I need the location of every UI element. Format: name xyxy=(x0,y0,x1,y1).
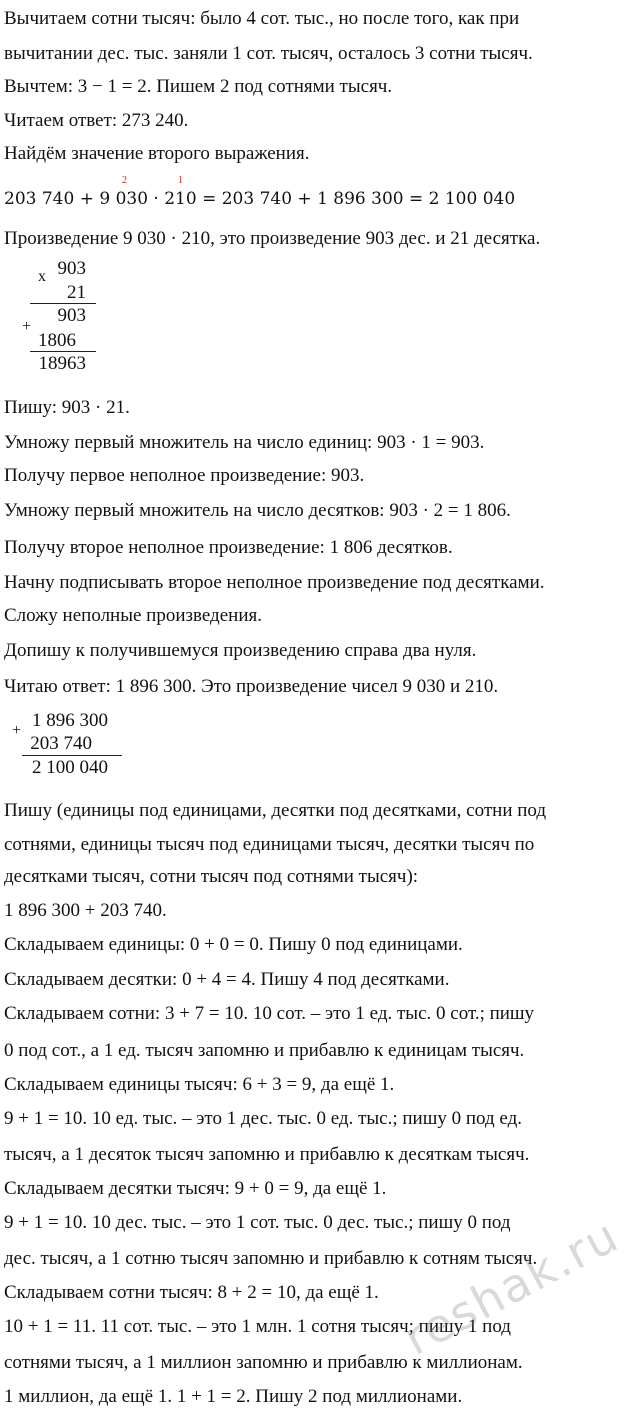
divider-line xyxy=(30,351,96,352)
text-line: Начну подписывать второе неполное произведение под десятками. xyxy=(4,572,545,593)
expression-line: 203 740 + 9 030 · 210 = 203 740 + 1 896 300 = 2 100 040 xyxy=(4,189,516,209)
multiplier: 21 xyxy=(67,282,86,303)
multiplicand: 903 xyxy=(57,258,86,279)
text-line: Получу второе неполное произведение: 1 806 десятков. xyxy=(4,537,453,558)
carry-digit: 1 xyxy=(178,175,183,186)
text-line: Читаю ответ: 1 896 300. Это произведение чисел 9 030 и 210. xyxy=(4,676,499,697)
text-line: Сложу неполные произведения. xyxy=(4,605,262,626)
plus-sign: + xyxy=(12,722,22,739)
text-line: 10 + 1 = 11. 11 сот. тыс. – это 1 млн. 1 сотня тысяч; пишу 1 под xyxy=(4,1316,511,1337)
text-line: Умножу первый множитель на число десятков: 903 · 2 = 1 806. xyxy=(4,500,511,521)
text-line: сотнями тысяч, а 1 миллион запомню и прибавлю к миллионам. xyxy=(4,1352,523,1373)
text-line: Складываем сотни тысяч: 8 + 2 = 10, да ещё 1. xyxy=(4,1282,379,1303)
text-line: тысяч, а 1 десяток тысяч запомню и прибавлю к десяткам тысяч. xyxy=(4,1144,530,1165)
text-line: Пишу (единицы под единицами, десятки под десятками, сотни под xyxy=(4,800,547,821)
text-line: 0 под сот., а 1 ед. тысяч запомню и прибавлю к единицам тысяч. xyxy=(4,1040,525,1061)
text-line: Найдём значение второго выражения. xyxy=(4,143,310,164)
text-line: 1 896 300 + 203 740. xyxy=(4,900,167,921)
text-line: десятками тысяч, сотни тысяч под сотнями тысяч): xyxy=(4,866,419,887)
text-line: Вычтем: 3 − 1 = 2. Пишем 2 под сотнями тысяч. xyxy=(4,76,393,97)
times-sign: x xyxy=(38,268,46,285)
plus-sign: + xyxy=(22,318,32,335)
text-line: Пишу: 903 · 21. xyxy=(4,397,130,418)
addend-2: 203 740 xyxy=(30,733,92,754)
text-line: вычитании дес. тыс. заняли 1 сот. тысяч, осталось 3 сотни тысяч. xyxy=(4,43,533,64)
text-line: Складываем единицы тысяч: 6 + 3 = 9, да ещё 1. xyxy=(4,1074,395,1095)
text-line: Складываем десятки тысяч: 9 + 0 = 9, да ещё 1. xyxy=(4,1178,387,1199)
text-line: Складываем сотни: 3 + 7 = 10. 10 сот. – это 1 ед. тыс. 0 сот.; пишу xyxy=(4,1003,535,1024)
addend-1: 1 896 300 xyxy=(32,710,108,731)
divider-line xyxy=(22,755,122,756)
text-line: дес. тысяч, а 1 сотню тысяч запомню и прибавлю к сотням тысяч. xyxy=(4,1248,538,1269)
text-line: Умножу первый множитель на число единиц: 903 · 1 = 903. xyxy=(4,432,485,453)
text-line: Читаем ответ: 273 240. xyxy=(4,110,189,131)
text-line: 1 миллион, да ещё 1. 1 + 1 = 2. Пишу 2 под миллионами. xyxy=(4,1386,463,1407)
partial-product-2: 1806 xyxy=(38,330,76,351)
divider-line xyxy=(30,303,96,304)
text-line: 9 + 1 = 10. 10 дес. тыс. – это 1 сот. тыс. 0 дес. тыс.; пишу 0 под xyxy=(4,1212,511,1233)
text-line: Вычитаем сотни тысяч: было 4 сот. тыс., но после того, как при xyxy=(4,8,520,29)
text-line: 9 + 1 = 10. 10 ед. тыс. – это 1 дес. тыс. 0 ед. тыс.; пишу 0 под ед. xyxy=(4,1108,522,1129)
sum-result: 2 100 040 xyxy=(32,757,108,778)
text-line: Складываем единицы: 0 + 0 = 0. Пишу 0 под единицами. xyxy=(4,934,463,955)
watermark: reshak.ru xyxy=(395,1207,628,1366)
text-line: сотнями, единицы тысяч под единицами тысяч, десятки тысяч по xyxy=(4,834,535,855)
text-line: Произведение 9 030 · 210, это произведение 903 дес. и 21 десятка. xyxy=(4,228,541,249)
carry-digit: 2 xyxy=(122,175,127,186)
text-line: Допишу к получившемуся произведению справа два нуля. xyxy=(4,640,477,661)
text-line: Складываем десятки: 0 + 4 = 4. Пишу 4 под десятками. xyxy=(4,969,450,990)
text-line: Получу первое неполное произведение: 903. xyxy=(4,465,365,486)
partial-product-1: 903 xyxy=(57,305,86,326)
product-result: 18963 xyxy=(38,353,86,374)
